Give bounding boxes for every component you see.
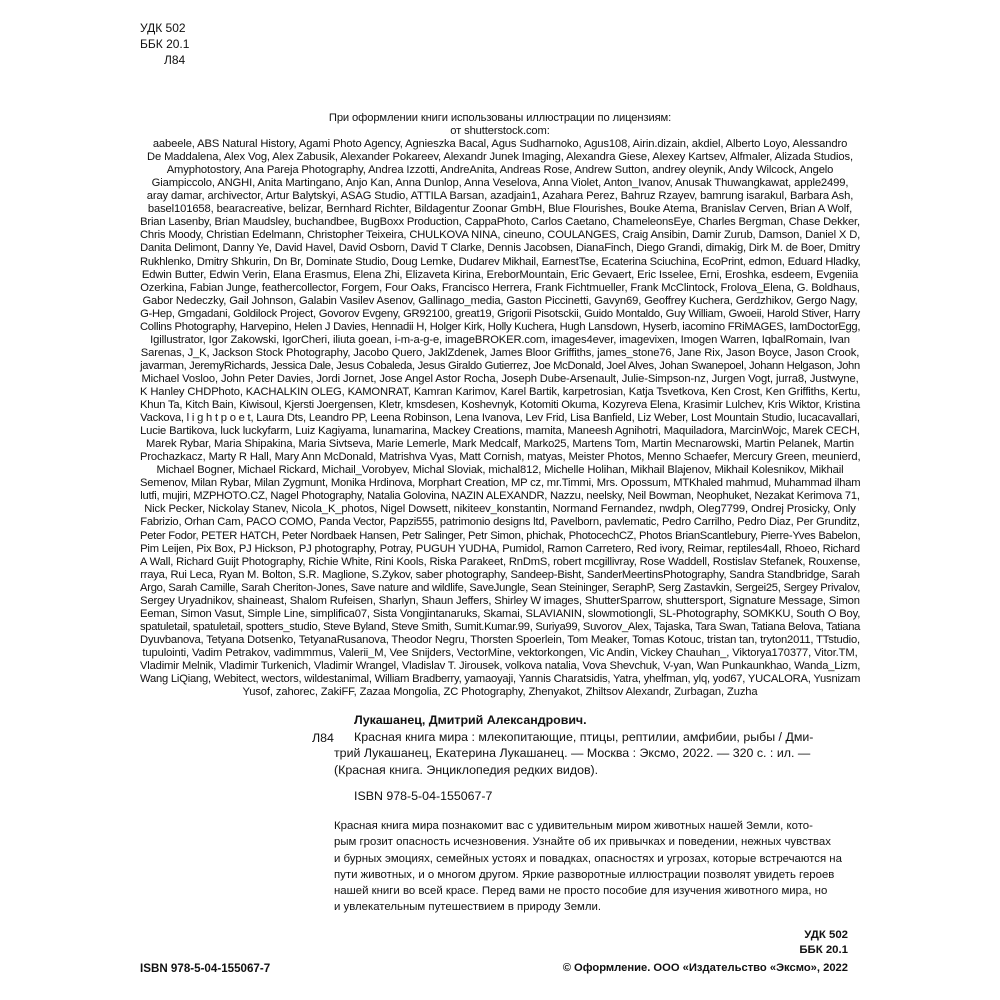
credits-source: от shutterstock.com:: [450, 125, 550, 138]
annotation-line: и увлекательным путешествием в природу Земли.: [334, 901, 602, 914]
credit-line: Michael Bogner, Michael Rickard, Michail_Vorobyev, Michal Sloviak, michal812, Michelle Holihan, Mikhail Blajenov, Mikhail Kolesnikov, Mikhail: [156, 464, 844, 477]
udk-code-bottom: УДК 502: [804, 929, 848, 941]
bibliographic-entry: [334, 712, 854, 778]
credit-line: Prochazkacz, Marty R Hall, Mary Ann McDonald, Matrishva Vyas, Matt Cornish, matyas, Meister Photos, Menno Schaefer, Mercury Green, meunierd,: [140, 451, 861, 464]
credit-line: Yusof, zahorec, ZakiFF, Zazaa Mongolia, ZC Photography, Zhenyakot, Zhiltsov Alexandr, Zurbagan, Zuzha: [242, 686, 758, 699]
book-annotation: [334, 818, 854, 916]
credit-line: Gabor Nedeczky, Gail Johnson, Galabin Vasilev Asenov, Gallinago_media, Gaston Piccinetti, Gavyn69, Geoffrey Kuchera, Gerdzhikov, Gergo Nagy,: [142, 294, 858, 307]
credit-line: aray damar, archivector, Artur Balytskyi, ASAG Studio, ATTILA Barsan, azadjain1, Azahara Perez, Bahruz Rzayev, bamrung isarakul, Barbara Ash,: [146, 190, 854, 203]
footer-isbn: ISBN 978-5-04-155067-7: [140, 962, 271, 975]
credit-line: Pim Leijen, Pix Box, PJ Hickson, PJ photography, Potray, PUGUH YUDHA, Pumidol, Ramon Carretero, Red ivory, Reimar, reptiles4all, Rhoeo, Richard: [140, 542, 860, 555]
library-mark: Л84: [164, 53, 186, 67]
credit-line: Lucie Bartikova, luck luckyfarm, Luiz Kagiyama, lunamarina, Mackey Creations, mamita, Maneesh Agnihotri, Maquiladora, MarcinWojc, Marek CECH,: [140, 425, 860, 438]
credit-line: Semenov, Milan Rybar, Milan Zygmunt, Monika Hrdinova, Morphart Creation, MP cz, mr.Timmi, Mrs. Opossum, MTKhaled mahmud, Muhammad ilham: [140, 477, 861, 490]
credit-line: rraya, Rui Leca, Ryan M. Bolton, S.R. Maglione, S.Zykov, saber photography, Sandeep-Bisht, SanderMeertinsPhotography, Sandra Standbridge, Sarah: [140, 568, 860, 581]
credit-line: Rukhlenko, Dmitry Shkurin, Dn Br, Dominate Studio, Doug Lemke, Dudarev Mikhail, EarnestTse, Ecaterina Sciuchina, EcoPrint, edmon, Eduard Hladky,: [140, 255, 861, 268]
credit-line: Michael Vosloo, John Peter Davies, Jordi Jornet, Jose Angel Astor Rocha, Joseph Dube-Arsenault, Julie-Simpson-nz, Jurgen Vogt, jurra8, Justwyne,: [141, 372, 859, 385]
credit-line: Fabrizio, Orhan Cam, PACO COMO, Panda Vector, Papzi555, patrimonio designs ltd, Pavelborn, pavlematic, Pedro Carrilho, Pedro Diaz, Per Grunditz,: [140, 516, 860, 529]
credit-line: Vladimir Melnik, Vladimir Turkenich, Vladimir Wrangel, Vladislav T. Jirousek, volkova natalia, Vova Shevchuk, V-yan, Wan Punkaunkhao, Wanda_Lizm,: [140, 659, 861, 672]
credit-line: Dyuvbanova, Tetyana Dotsenko, TetyanaRusanova, Theodor Negru, Thorsten Spoerlein, Tom Meaker, Tomas Kotouc, tristan tan, tryton2011, TTstudio,: [140, 633, 860, 646]
credit-line: Peter Fodor, PETER HATCH, Peter Nordbaek Hansen, Petr Salinger, Petr Simon, phichak, PhotocechCZ, Photos BrianScantlebury, Pierre-Yves Babelon,: [140, 529, 861, 542]
credit-line: Khun Ta, Kitch Bain, Kiwisoul, Kjersti Joergensen, Kletr, kmsdesen, Koshevnyk, Kotomiti Okuma, Kozyreva Elena, Krasimir Lulchev, Kris Wiktor, Kristina: [140, 399, 860, 412]
book-description-line: Красная книга мира : млекопитающие, птицы, рептилии, амфибии, рыбы / Дми-: [354, 729, 814, 744]
credit-line: Sarenas, J_K, Jackson Stock Photography, Jacobo Quero, JaklZdenek, James Bloor Griffiths, james_stone76, Jane Rix, Jason Boyce, Jason Crook,: [140, 346, 860, 359]
credit-line: Edwin Butter, Edwin Verin, Elana Erasmus, Elena Zhi, Elizaveta Kirina, EreborMountain, Eric Gevaert, Eric Isselee, Erni, Eroshka, esdeem, Evgeniia: [141, 268, 859, 281]
credits-list: [140, 138, 860, 699]
credit-line: Nick Pecker, Nickolay Stanev, Nicola_K_photos, Nigel Dowsett, nikiteev_konstantin, Normand Fernandez, nwdph, Oleg7799, Ondrej Prosicky, Only: [144, 503, 856, 516]
credit-line: tupulointi, Vadim Petrakov, vadimmmus, Valerii_M, Vee Snijders, VectorMine, vektorkongen, Vic Andin, Vickey Chauhan_, Viktorya170377, Vitor.TM,: [142, 646, 858, 659]
credit-line: A Wall, Richard Guijt Photography, Richie White, Rini Kools, Riska Parakeet, RnDmS, robert mcgillivray, Rose Waddell, Rostislav Stefanek, Rouxense,: [140, 555, 861, 568]
credit-line: G-Hep, Gmgadani, Goldilock Project, Govorov Evgeny, GR92100, great19, Grigorii Pisotsckii, Guido Montaldo, Guy William, Gwoeii, Harold Stiver, Harry: [140, 307, 860, 320]
bibliography-library-mark: Л84: [312, 731, 334, 745]
credit-line: De Maddalena, Alex Vog, Alex Zabusik, Alexander Pokareev, Alexandr Junek Imaging, Alexandra Giese, Alexey Kartsev, Alfmaler, Alizada Studios,: [147, 151, 853, 164]
classification-bottom: [799, 928, 848, 958]
credit-line: spatuletail, spatuletail, spotters_studio, Steve Byland, Steve Smith, Sumit.Kumar.99, Suriya99, Suvorov_Alex, Tajaska, Tara Swan, Tatiana Belova, Tatiana: [140, 620, 861, 633]
annotation-line: рым грозит опасность исчезновения. Узнайте об их привычках и поведении, нежных чувствах: [334, 836, 831, 849]
credit-line: Ozerkina, Fabian Junge, feathercollector, Forgem, Four Oaks, Francisco Herrera, Frank Fichtmueller, Frank McClintock, Frolova_Elena, G. Boldhaus,: [140, 281, 860, 294]
bbk-code: ББК 20.1: [140, 37, 190, 51]
book-isbn: ISBN 978-5-04-155067-7: [354, 789, 493, 803]
annotation-line: нашей книги во всей красе. Перед вами не просто пособие для изучения животного мира, но: [334, 885, 828, 898]
credit-line: Amyphotostory, Ana Pareja Photography, Andrea Izzotti, AndreAnita, Andreas Rose, Andrew Sutton, andrey oleynik, Andy Wilcock, Angelo: [166, 164, 834, 177]
credit-line: Collins Photography, Harvepino, Helen J Davies, Hennadii H, Holger Kirk, Holly Kuchera, Hugh Lansdown, Hyserb, iacomino FRiMAGES, IamDoctorEgg,: [140, 320, 861, 333]
classification-top: [140, 20, 189, 68]
credit-line: javarman, JeremyRichards, Jessica Dale, Jesus Cobaleda, Jesus Giraldo Gutierrez, Joe McDonald, Joel Alves, Johan Swanepoel, Johann Helgason, John: [140, 359, 860, 372]
book-description-line: (Красная книга. Энциклопедия редких видов).: [334, 762, 599, 777]
credit-line: K Hanley CHDPhoto, KACHALKIN OLEG, KAMONRAT, Kamran Karimov, Karel Bartik, karpetrosian, Katja Tsvetkova, Ken Crost, Ken Griffiths, Kertu,: [140, 385, 861, 398]
credit-line: Marek Rybar, Maria Shipakina, Maria Sivtseva, Marie Lemerle, Mark Medcalf, Marko25, Martens Tom, Martin Mecnarowski, Martin Pelanek, Martin: [145, 438, 855, 451]
illustration-credits: [140, 112, 860, 699]
book-description-line: трий Лукашанец, Екатерина Лукашанец. — Москва : Эксмо, 2022. — 320 с. : ил. —: [334, 746, 811, 760]
annotation-line: пути животных, и о многом другом. Яркие разворотные иллюстрации позволят увидеть героев: [334, 868, 835, 881]
udk-code: УДК 502: [140, 21, 186, 35]
credit-line: Brian Lasenby, Brian Maudsley, buchandbee, BugBoxx Production, CappaPhoto, Carlos Caetano, ChameleonsEye, Charles Bergman, Chase Dekker,: [140, 216, 860, 229]
credit-line: basel101658, bearacreative, belizar, Bernhard Richter, Bildagentur Zoonar GmbH, Blue Flourishes, Bouke Atema, Branislav Cerven, Brian A Wolf,: [147, 203, 853, 216]
credit-line: Wang LiQiang, Webitect, wectors, wildestanimal, William Bradberry, yamaoyaji, Yannis Charatsidis, Yatra, yhelfman, ylq, yod67, YUCALORA, Yusnizam: [140, 673, 861, 686]
credit-line: Danita Delimont, Danny Ye, David Havel, David Osborn, David T Clarke, Dennis Jacobsen, DianaFinch, Diego Grandi, dimakig, Dirk M. de Boer, Dmitry: [140, 242, 860, 255]
bbk-code-bottom: ББК 20.1: [799, 944, 848, 956]
credit-line: Eeman, Simon Vasut, Simple Line, simplifica07, Sista Vongjintanaruks, Skamai, SLAVIANIN, slowmotiongli, SL-Photography, SOMKKU, South O Boy,: [140, 607, 861, 620]
credit-line: Vackova, l i g h t p o e t, Laura Dts, Leandro PP, Leena Robinson, Lena Ivanova, Lev Frid, Lisa Banfield, Liz Weber, Lost Mountain Studio, lucacavallari,: [140, 412, 860, 425]
credit-line: Sergey Uryadnikov, shaineast, Shalom Rufeisen, Sharlyn, Shaun Jeffers, Shirley W images, ShutterSparrow, shuttersport, Signature Message, Simon: [140, 594, 860, 607]
credits-intro: При оформлении книги использованы иллюстрации по лицензиям:: [328, 112, 672, 124]
book-author: Лукашанец, Дмитрий Александрович.: [354, 713, 587, 727]
footer-copyright: © Оформление. ООО «Издательство «Эксмо», 2022: [562, 962, 848, 974]
annotation-line: Красная книга мира познакомит вас с удивительным миром животных нашей Земли, кото-: [334, 820, 813, 832]
annotation-line: и бурных эмоциях, семейных устоях и повадках, опасностях и угрозах, которые встречаются на: [334, 852, 842, 865]
credit-line: Argo, Sarah Camille, Sarah Cheriton-Jones, Save nature and wildlife, SaveJungle, Sean Steininger, SeraphP, Serg Zastavkin, Sergei25, Sergey Privalov,: [140, 581, 861, 594]
credit-line: Igillustrator, Igor Zakowski, IgorCheri, iliuta goean, i-m-a-g-e, imageBROKER.com, images4ever, imagevixen, Imogen Warren, IqbalRomain, Ivan: [150, 333, 850, 346]
credit-line: Chris Moody, Christian Edelmann, Christopher Teixeira, CHULKOVA NINA, cineuno, COULANGES, Craig Ansibin, Damir Zurub, Damson, Daniel X D,: [140, 229, 861, 242]
credit-line: aabeele, ABS Natural History, Agami Photo Agency, Agnieszka Bacal, Agus Sudharnoko, Agus108, Airin.dizain, akdiel, Alberto Loyo, Alessandro: [152, 138, 848, 151]
credit-line: Giampiccolo, ANGHI, Anita Martingano, Anjo Kan, Anna Dunlop, Anna Veselova, Anna Violet, Anton_Ivanov, Anusak Thuwangkawat, apple2499,: [151, 177, 849, 190]
credit-line: lutfi, mujiri, MZPHOTO.CZ, Nagel Photography, Natalia Golovina, NAZIN ALEXANDR, Nazzu, neelsky, Neil Bowman, Neophuket, Nezakat Kerimova 71,: [140, 490, 860, 503]
